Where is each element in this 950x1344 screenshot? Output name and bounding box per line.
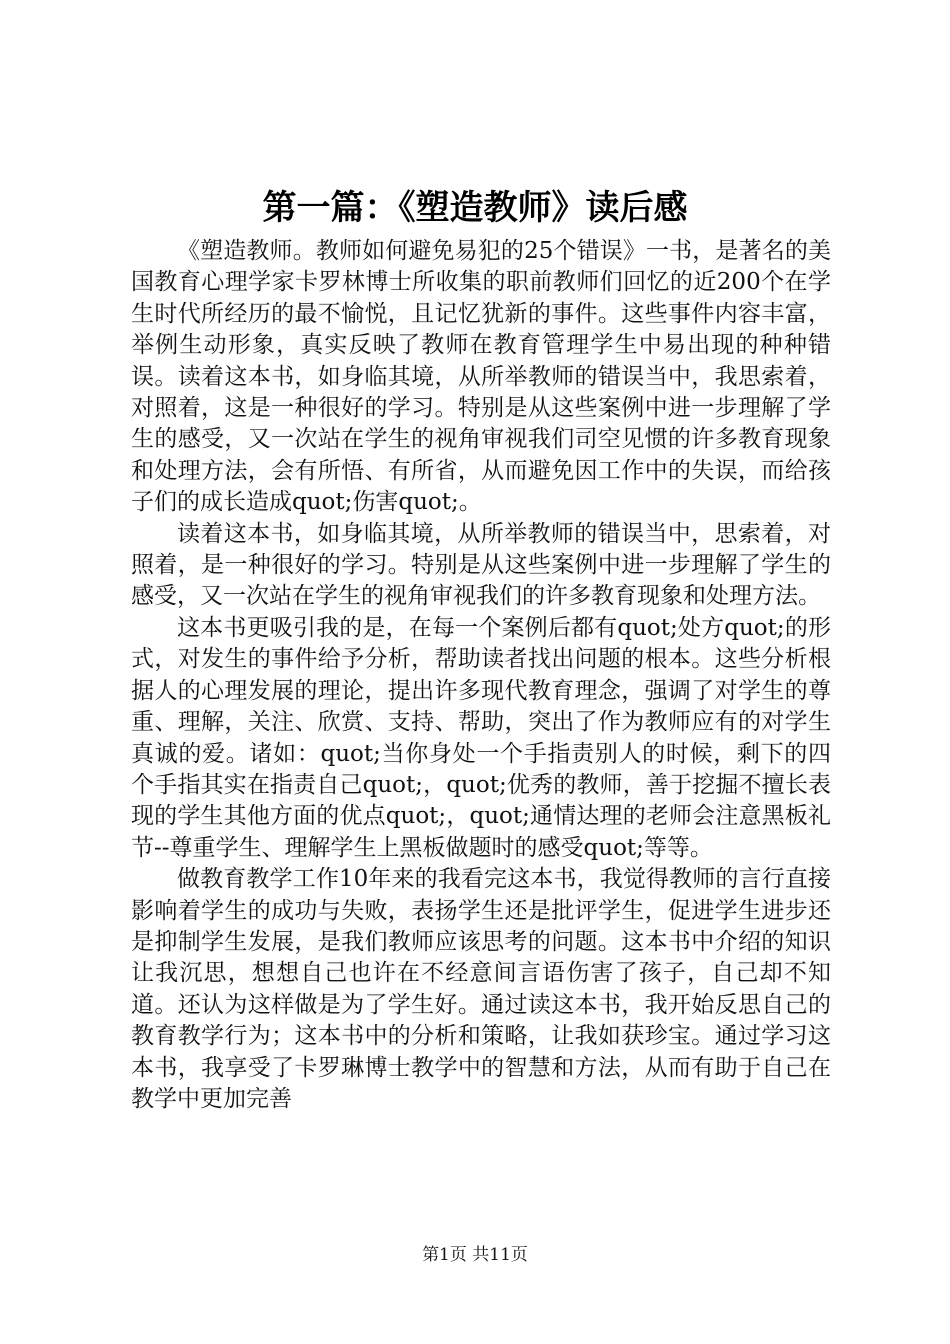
paragraph-2: 读着这本书，如身临其境，从所举教师的错误当中，思索着，对照着，是一种很好的学习。特别是从这些案例中进一步理解了学生的感受，又一次站在学生的视角审视我们的许多教育现象和处理方法。 (131, 520, 831, 610)
paragraph-3: 这本书更吸引我的是，在每一个案例后都有quot;处方quot;的形式，对发生的事件给予分析，帮助读者找出问题的根本。这些分析根据人的心理发展的理论，提出许多现代教育理念，强调了对学生的尊重、理解，关注、欣赏、支持、帮助，突出了作为教师应有的对学生真诚的爱。诸如：quot;当你身处一个手指责别人的时候，剩下的四个手指其实在指责自己quot;，quot;优秀的教师，善于挖掘不擅长表现的学生其他方面的优点quot;，quot;通情达理的老师会注意黑板礼节--尊重学生、理解学生上黑板做题时的感受quot;等等。 (131, 614, 831, 861)
document-body (131, 236, 831, 1115)
page-footer: 第1页 共11页 (422, 1245, 528, 1265)
paragraph-4: 做教育教学工作10年来的我看完这本书，我觉得教师的言行直接影响着学生的成功与失败，表扬学生还是批评学生，促进学生进步还是抑制学生发展，是我们教师应该思考的问题。这本书中介绍的知识让我沉思，想想自己也许在不经意间言语伤害了孩子，自己却不知道。还认为这样做是为了学生好。通过读这本书，我开始反思自己的教育教学行为；这本书中的分析和策略，让我如获珍宝。通过学习这本书，我享受了卡罗琳博士教学中的智慧和方法，从而有助于自己在教学中更加完善 (131, 866, 831, 1112)
paragraph-1: 《塑造教师。教师如何避免易犯的25个错误》一书，是著名的美国教育心理学家卡罗林博士所收集的职前教师们回忆的近200个在学生时代所经历的最不愉悦，且记忆犹新的事件。这些事件内容丰富，举例生动形象，真实反映了教师在教育管理学生中易出现的种种错误。读着这本书，如身临其境，从所举教师的错误当中，我思索着，对照着，这是一种很好的学习。特别是从这些案例中进一步理解了学生的感受，又一次站在学生的视角审视我们司空见惯的许多教育现象和处理方法，会有所悟、有所省，从而避免因工作中的失误，而给孩子们的成长造成quot;伤害quot;。 (131, 238, 831, 516)
document-title: 第一篇：《塑造教师》读后感 (262, 188, 688, 228)
